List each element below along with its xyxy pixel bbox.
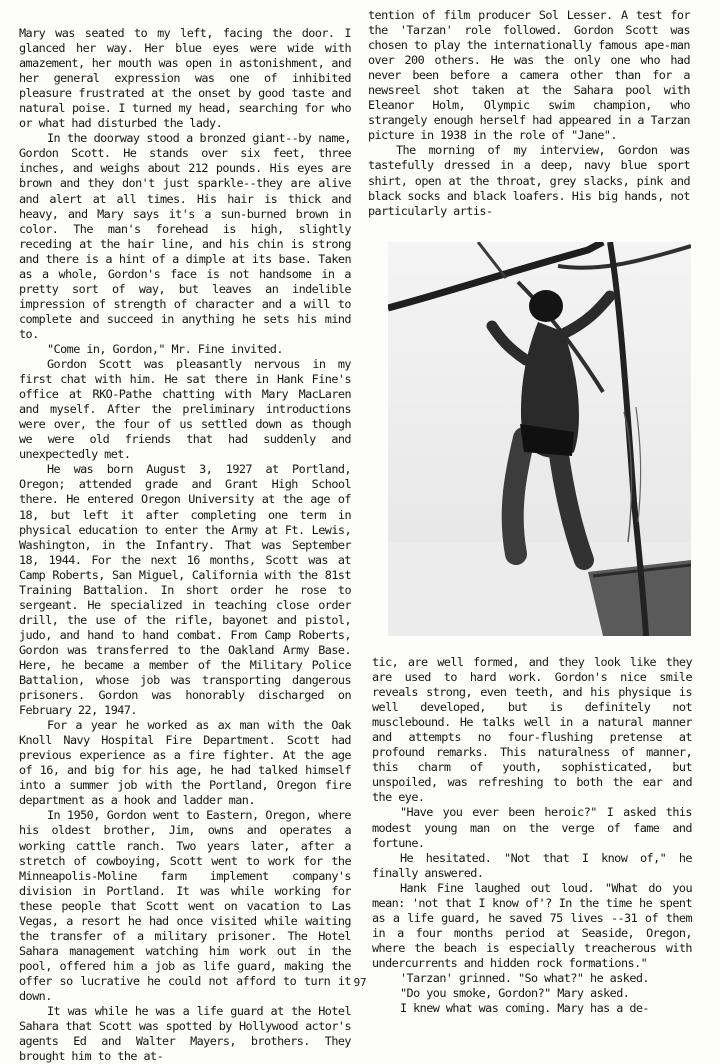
paragraph: "Have you ever been heroic?" I asked this modest young man on the verge of fame and fortune. xyxy=(372,805,692,850)
left-text-column xyxy=(19,26,351,1064)
right-text-column-bottom xyxy=(372,655,692,1016)
paragraph: tic, are well formed, and they look like they are used to hard work. Gordon's nice smile reveals strong, even teeth, and his physique is well developed, but is definitely not musclebound. He talks well in a natural manner and attempts no four-flushing pretense at profound remarks. This naturalness of manner, this charm of youth, sophisticated, but unspoiled, was refreshing to both the ear and the eye. xyxy=(372,655,692,805)
paragraph: For a year he worked as ax man with the Oak Knoll Navy Hospital Fire Department. Scott had previous experience as a fire fighter. At the age of 16, and big for his age, he had talked himself into a summer job with the Portland, Oregon fire department as a hook and ladder man. xyxy=(19,718,351,808)
paragraph: 'Tarzan' grinned. "So what?" he asked. xyxy=(400,970,649,985)
paragraph: tention of film producer Sol Lesser. A test for the 'Tarzan' role followed. Gordon Scott was chosen to play the internationally famous ape-man over 200 others. He was the only one who had never been before a camera other than for a newsreel shot taken at the Sahara pool with Eleanor Holm, Olympic swim champion, who strangely enough herself had appeared in a Tarzan picture in 1938 in the role of "Jane". xyxy=(368,8,690,143)
paragraph: He hesitated. "Not that I know of," he finally answered. xyxy=(372,850,692,880)
paragraph: "Come in, Gordon," Mr. Fine invited. xyxy=(47,341,283,356)
paragraph: Hank Fine laughed out loud. "What do you mean: 'not that I know of'? In the time he spent as a life guard, he saved 75 lives --31 of them in a four months period at Seaside, Oregon, where the beach is especially treacherous with undercurrents and hidden rock formations." xyxy=(372,880,692,970)
photo-gordon-scott xyxy=(388,242,691,636)
paragraph: He was born August 3, 1927 at Portland, Oregon; attended grade and Grant High School there. He entered Oregon University at the age of 18, but left it after completing one term in physical education to enter the Army at Ft. Lewis, Washington, in the Infantry. That was September 18, 1944. For the next 16 months, Scott was at Camp Roberts, San Miguel, California with the 81st Training Battalion. In short order he rose to sergeant. He specialized in teaching close order drill, the use of the rifle, bayonet and pistol, judo, and hand to hand combat. From Camp Roberts, Gordon was transferred to the Oakland Army Base. Here, he became a member of the Military Police Battalion, whose job was transporting dangerous prisoners. Gordon was honorably discharged on February 22, 1947. xyxy=(19,462,351,718)
paragraph: "Do you smoke, Gordon?" Mary asked. xyxy=(400,986,630,1001)
paragraph: In the doorway stood a bronzed giant--by name, Gordon Scott. He stands over six feet, three inches, and weighs about 212 pounds. His eyes are brown and they don't just sparkle--they are alive and alert at all times. His hair is thick and heavy, and Mary says it's a sun-burned brown in color. The man's forehead is high, slightly receding at the hair line, and his chin is strong and there is a hint of a dimple at its base. Taken as a whole, Gordon's face is not handsome in a pretty sort of way, but leaves an indelible impression of strength of character and a will to complete and succeed in anything he sets his mind to. xyxy=(19,131,351,341)
paragraph: It was while he was a life guard at the Hotel Sahara that Scott was spotted by Hollywood actor's agents Ed and Walter Mayers, brothers. They brought him to the at- xyxy=(19,1004,351,1064)
paragraph: Gordon Scott was pleasantly nervous in my first chat with him. He sat there in Hank Fine's office at RKO-Pathe chatting with Mary MacLaren and myself. After the preliminary introductions were over, the four of us settled down as though we were old friends that had suddenly and unexpectedly met. xyxy=(19,357,351,462)
paragraph: I knew what was coming. Mary has a de- xyxy=(400,1001,649,1016)
paragraph: In 1950, Gordon went to Eastern, Oregon, where his oldest brother, Jim, owns and operates a working cattle ranch. Two years later, after a stretch of cowboying, Scott went to work for the Minneapolis-Moline farm implement company's division in Portland. It was while working for these people that Scott went on vacation to Las Vegas, a resort he had once visited while waiting the transfer of a military prisoner. The Hotel Sahara management watching him work out in the pool, offered him a job as life guard, making the offer so lucrative he could not afford to turn it down. xyxy=(19,808,351,1003)
photo-man-on-tree-branch-icon xyxy=(388,242,691,636)
paragraph: The morning of my interview, Gordon was tastefully dressed in a deep, navy blue sport shirt, open at the throat, grey slacks, pink and black socks and black loafers. His big hands, not particularly artis- xyxy=(368,143,690,218)
right-text-column-top xyxy=(368,8,690,219)
page-number: 97 xyxy=(353,976,367,989)
paragraph: Mary was seated to my left, facing the door. I glanced her way. Her blue eyes were wide with amazement, her mouth was open in astonishment, and her general expression was one of inhibited pleasure frustrated at the onset by good taste and natural poise. I turned my head, searching for who or what had disturbed the lady. xyxy=(19,26,351,131)
